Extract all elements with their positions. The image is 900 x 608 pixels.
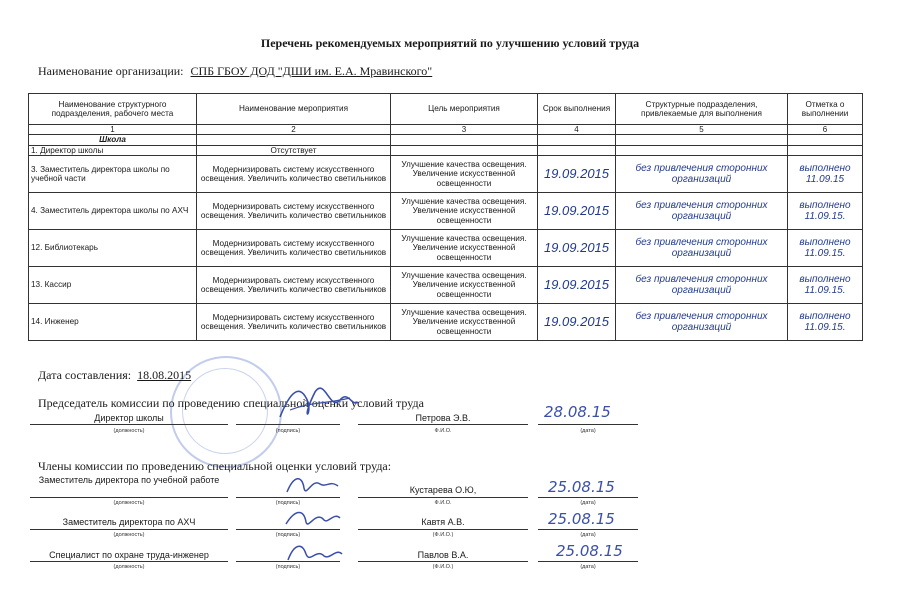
table-row	[29, 193, 863, 230]
row-position: 12. Библиотекарь	[29, 230, 197, 267]
table-row	[29, 145, 863, 155]
row-position: 13. Кассир	[29, 267, 197, 304]
member-position: Специалист по охране труда-инженер	[49, 550, 209, 560]
caption-signature: (подпись)	[275, 532, 301, 538]
header-position: Наименование структурного подразделения, рабочего места	[29, 94, 197, 125]
organization-value: СПБ ГБОУ ДОД "ДШИ им. Е.А. Мравинского"	[190, 64, 433, 78]
header-completion: Отметка о выполнении	[788, 94, 863, 125]
table-row	[29, 230, 863, 267]
row-completion-handwritten: выполнено 11.09.15.	[788, 304, 863, 341]
table-header-row	[29, 94, 863, 125]
caption-signature: (подпись)	[275, 500, 301, 506]
caption-date: (дата)	[580, 532, 596, 538]
member-name: Кустарева О.Ю,	[409, 485, 477, 495]
header-measure: Наименование мероприятия	[197, 94, 391, 125]
caption-fio: Ф.И.О.	[434, 428, 452, 434]
members-heading: Члены комиссии по проведению специальной оценки условий труда:	[38, 459, 392, 473]
sig-line	[30, 497, 228, 498]
member-signature	[284, 538, 344, 568]
sig-line	[538, 424, 638, 425]
row-measure: Модернизировать систему искусственного освещения. Увеличить количество светильников	[197, 156, 391, 193]
chair-name: Петрова Э.В.	[415, 413, 471, 423]
column-number-row	[29, 125, 863, 135]
caption-position: (должность)	[113, 428, 145, 434]
table-row	[29, 267, 863, 304]
table-row	[29, 304, 863, 341]
caption-position: (должность)	[113, 564, 145, 570]
row-departments-handwritten: без привлечения сторонних организаций	[616, 267, 788, 304]
sig-line	[358, 529, 528, 530]
row-completion-handwritten: выполнено 11.09.15.	[788, 230, 863, 267]
row-position: 3. Заместитель директора школы по учебной части	[29, 156, 197, 193]
member-handwritten-date: 25.08.15	[556, 542, 623, 560]
column-number: 3	[391, 125, 538, 135]
row-measure: Модернизировать систему искусственного освещения. Увеличить количество светильников	[197, 304, 391, 341]
row-deadline-handwritten: 19.09.2015	[538, 156, 616, 193]
sig-line	[30, 529, 228, 530]
sig-line	[30, 561, 228, 562]
section-row	[29, 135, 863, 145]
measures-table	[28, 93, 863, 341]
header-deadline: Срок выполнения	[538, 94, 616, 125]
column-number: 4	[538, 125, 616, 135]
chair-handwritten-date: 28.08.15	[544, 403, 611, 421]
caption-signature: (подпись)	[275, 564, 301, 570]
member-position: Заместитель директора по АХЧ	[62, 517, 196, 527]
row-measure: Модернизировать систему искусственного освещения. Увеличить количество светильников	[197, 193, 391, 230]
row-position: 14. Инженер	[29, 304, 197, 341]
header-departments: Структурные подразделения, привлекаемые для выполнения	[616, 94, 788, 125]
sig-line	[30, 424, 228, 425]
row-deadline-handwritten: 19.09.2015	[538, 230, 616, 267]
caption-position: (должность)	[113, 500, 145, 506]
sig-line	[538, 561, 638, 562]
row-goal: Улучшение качества освещения. Увеличение искусственной освещенности	[391, 193, 538, 230]
row-departments-handwritten: без привлечения сторонних организаций	[616, 193, 788, 230]
chair-signature	[270, 372, 360, 430]
sig-line	[358, 497, 528, 498]
member-name: Павлов В.А.	[417, 550, 469, 560]
member-handwritten-date: 25.08.15	[548, 510, 615, 528]
member-name: Кавтя А.В.	[421, 517, 465, 527]
organization-line	[38, 64, 432, 79]
column-number: 6	[788, 125, 863, 135]
caption-date: (дата)	[580, 500, 596, 506]
date-compiled-line	[38, 368, 191, 383]
caption-date: (дата)	[580, 428, 596, 434]
table-row	[29, 156, 863, 193]
member-position: Заместитель директора по учебной работе	[38, 475, 220, 485]
row-goal: Улучшение качества освещения. Увеличение искусственной освещенности	[391, 230, 538, 267]
section-label: Школа	[29, 135, 197, 145]
row-deadline-handwritten: 19.09.2015	[538, 267, 616, 304]
caption-fio-paren: (Ф.И.О.)	[432, 564, 454, 570]
row-goal: Улучшение качества освещения. Увеличение искусственной освещенности	[391, 267, 538, 304]
sig-line	[538, 529, 638, 530]
row-goal: Улучшение качества освещения. Увеличение искусственной освещенности	[391, 156, 538, 193]
member-signature	[282, 470, 342, 500]
caption-date: (дата)	[580, 564, 596, 570]
row-completion-handwritten: выполнено 11.09.15.	[788, 267, 863, 304]
date-compiled-value: 18.08.2015	[137, 368, 192, 382]
row-departments-handwritten: без привлечения сторонних организаций	[616, 156, 788, 193]
member-signature	[282, 504, 342, 534]
header-goal: Цель мероприятия	[391, 94, 538, 125]
sig-line	[358, 424, 528, 425]
row-departments-handwritten: без привлечения сторонних организаций	[616, 304, 788, 341]
row-departments-handwritten: без привлечения сторонних организаций	[616, 230, 788, 267]
row-position: 4. Заместитель директора школы по АХЧ	[29, 193, 197, 230]
column-number: 5	[616, 125, 788, 135]
row-deadline-handwritten: 19.09.2015	[538, 193, 616, 230]
chair-position: Директор школы	[94, 413, 164, 423]
row-goal: Улучшение качества освещения. Увеличение искусственной освещенности	[391, 304, 538, 341]
organization-label: Наименование организации:	[38, 64, 184, 78]
row-completion-handwritten: выполнено 11.09.15.	[788, 193, 863, 230]
page-title: Перечень рекомендуемых мероприятий по улучшению условий труда	[260, 36, 640, 50]
sig-line	[358, 561, 528, 562]
chair-heading: Председатель комиссии по проведению специальной оценки условий труда	[38, 396, 424, 410]
row-measure: Отсутствует	[197, 145, 391, 155]
date-compiled-label: Дата составления:	[38, 368, 132, 382]
column-number: 1	[29, 125, 197, 135]
row-position: 1. Директор школы	[29, 145, 197, 155]
caption-signature: (подпись)	[275, 428, 301, 434]
member-handwritten-date: 25.08.15	[548, 478, 615, 496]
row-measure: Модернизировать систему искусственного освещения. Увеличить количество светильников	[197, 267, 391, 304]
row-measure: Модернизировать систему искусственного освещения. Увеличить количество светильников	[197, 230, 391, 267]
row-deadline-handwritten: 19.09.2015	[538, 304, 616, 341]
sig-line	[538, 497, 638, 498]
caption-fio: Ф.И.О.	[434, 500, 452, 506]
column-number: 2	[197, 125, 391, 135]
caption-fio-paren: (Ф.И.О.)	[432, 532, 454, 538]
caption-position: (должность)	[113, 532, 145, 538]
row-completion-handwritten: выполнено 11.09.15	[788, 156, 863, 193]
